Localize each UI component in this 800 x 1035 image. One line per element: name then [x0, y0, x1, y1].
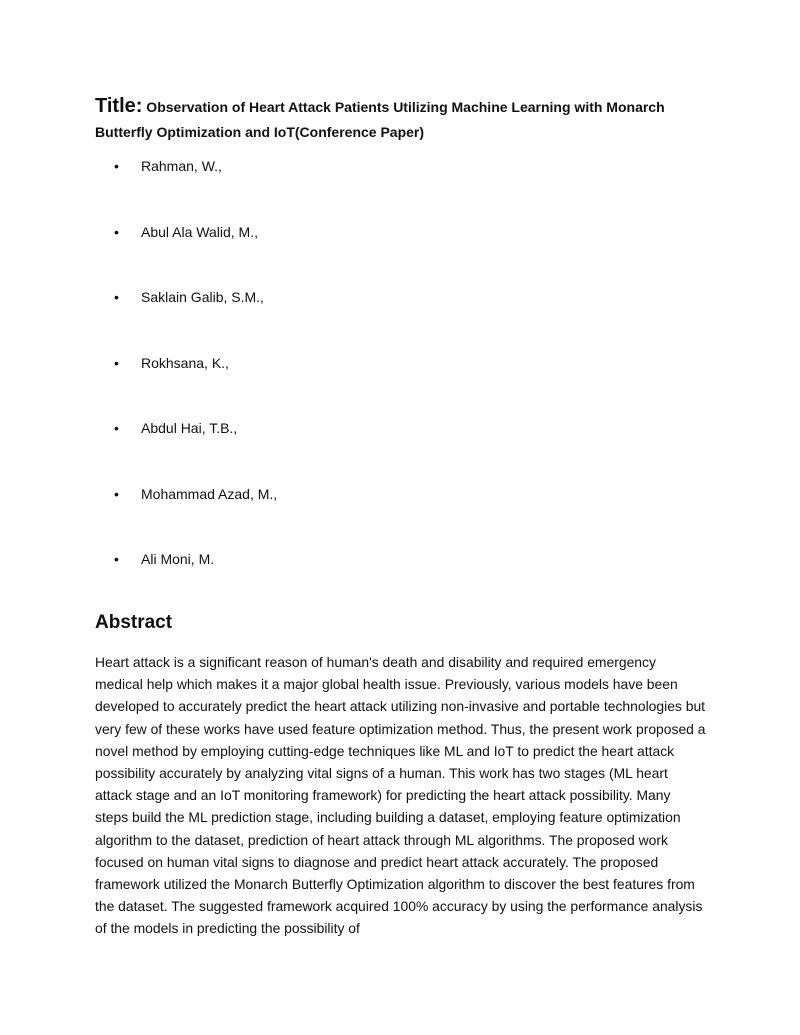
bullet-icon: • [114, 289, 119, 305]
author-name: Abdul Hai, T.B., [141, 420, 238, 436]
author-name: Ali Moni, M. [141, 551, 215, 567]
bullet-icon: • [114, 158, 119, 174]
paper-title [95, 94, 715, 145]
abstract-text: Heart attack is a significant reason of human's death and disability and required emergency medical help which makes it a major global health issue. Previously, various models have been developed to accurately predict the heart attack utilizing non-invasive and portable technologies but very few of these works have used feature optimization method. Thus, the present work proposed a novel method by employing cutting-edge techniques like ML and IoT to predict the heart attack possibility accurately by analyzing vital signs of a human. This work has two stages (ML heart attack stage and an IoT monitoring framework) for predicting the heart attack possibility. Many steps build the ML prediction stage, including building a dataset, employing feature optimization algorithm to the dataset, prediction of heart attack through ML algorithms. The proposed work focused on human vital signs to diagnose and predict heart attack accurately. The proposed framework utilized the Monarch Butterfly Optimization algorithm to discover the best features from the dataset. The suggested framework acquired 100% accuracy by using the performance analysis of the models in predicting the possibility of [95, 654, 706, 937]
bullet-icon: • [114, 223, 119, 240]
author-name: Abul Ala Walid, M., [141, 223, 258, 240]
author-item [0, 283, 800, 349]
author-name: Saklain Galib, S.M., [141, 289, 264, 305]
author-item [0, 349, 800, 415]
bullet-icon: • [114, 420, 119, 436]
author-name: Mohammad Azad, M., [141, 485, 278, 502]
author-item [0, 414, 800, 480]
bullet-icon: • [114, 551, 119, 567]
bullet-icon: • [114, 485, 119, 502]
author-item [0, 545, 800, 611]
bullet-icon: • [114, 354, 119, 371]
author-item [0, 152, 800, 218]
author-name: Rokhsana, K., [141, 354, 229, 371]
author-name: Rahman, W., [141, 158, 222, 174]
author-item [0, 480, 800, 546]
abstract-heading: Abstract [95, 612, 173, 633]
title-label: Title: [95, 95, 143, 117]
author-list [0, 152, 800, 611]
title-text: Observation of Heart Attack Patients Utilizing Machine Learning with Monarch Butterfly Optimization and IoT(Conference Paper) [95, 99, 665, 140]
author-item [0, 218, 800, 284]
